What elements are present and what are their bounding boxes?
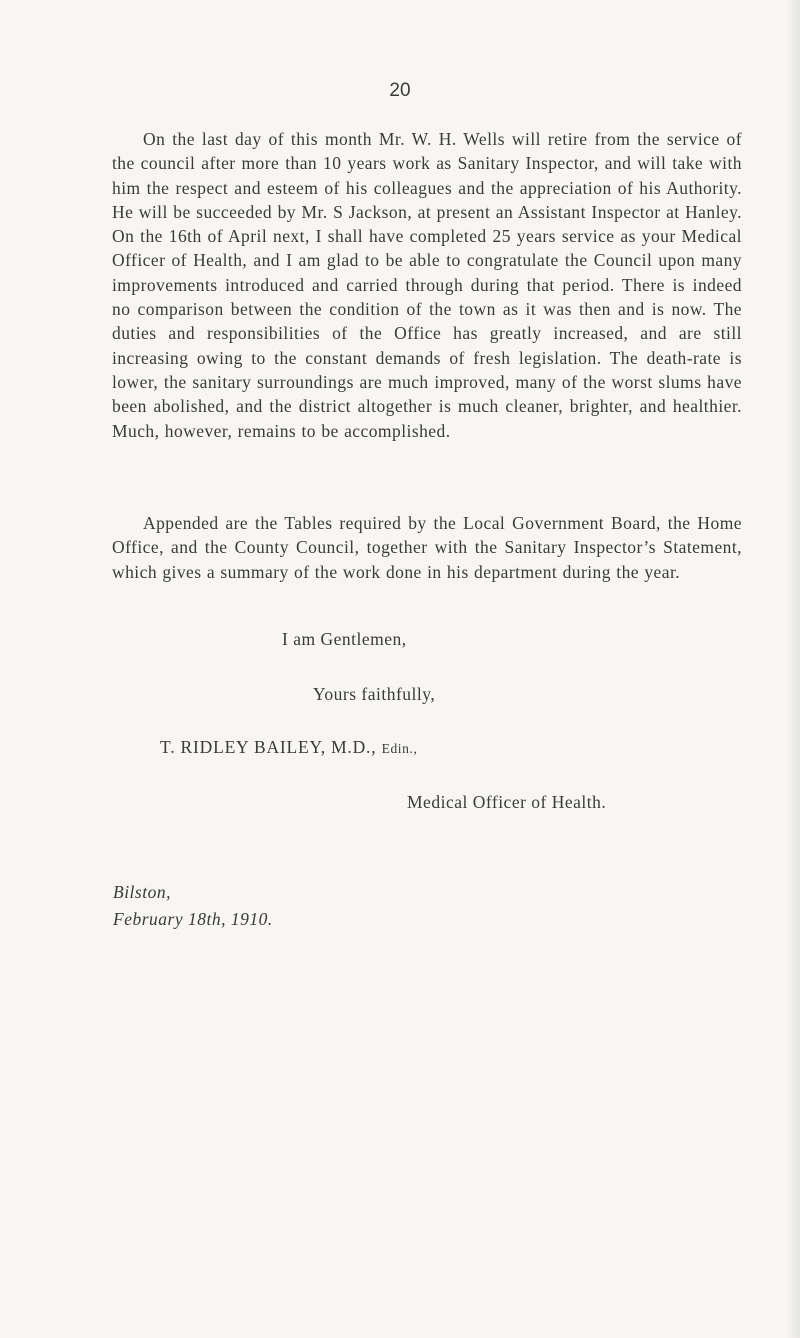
date-line: February 18th, 1910.	[113, 909, 273, 929]
page-number: 20	[389, 80, 411, 101]
body-paragraph-1: On the last day of this month Mr. W. H. Wells will retire from the service of the council after more than 10 years work as Sanitary Inspector, and will take with him the respect and esteem of his colleagues and the appreciation of his Authority. He will be succeeded by Mr. S Jackson, at present an Assistant Inspector at Hanley. On the 16th of April next, I shall have completed 25 years service as your Medical Officer of Health, and I am glad to be able to congratulate the Council upon many improvements introduced and carried through during that period. There is indeed no comparison between the condition of the town as it was then and is now. The duties and responsibilities of the Office has greatly increased, and are still increasing owing to the constant demands of fresh legislation. The death-rate is lower, the sanitary surroundings are much improved, many of the worst slums have been abolished, and the district altogether is much cleaner, brighter, and healthier. Much, however, remains to be accomplished.	[112, 129, 742, 441]
body-paragraph-2: Appended are the Tables required by the Local Government Board, the Home Office, and the County Council, together with the Sanitary Inspector’s Statement, which gives a summary of the work done in his department during the year.	[112, 513, 742, 582]
valediction: Yours faithfully,	[313, 684, 436, 704]
place-line: Bilston,	[113, 882, 171, 902]
signature-name: T. RIDLEY BAILEY, M.D.,	[160, 737, 377, 757]
salutation: I am Gentlemen,	[282, 629, 407, 649]
signature-title: Medical Officer of Health.	[407, 792, 607, 812]
signature-degree: Edin.,	[381, 741, 418, 756]
page-edge-shadow	[786, 0, 800, 1338]
signature	[160, 737, 417, 758]
